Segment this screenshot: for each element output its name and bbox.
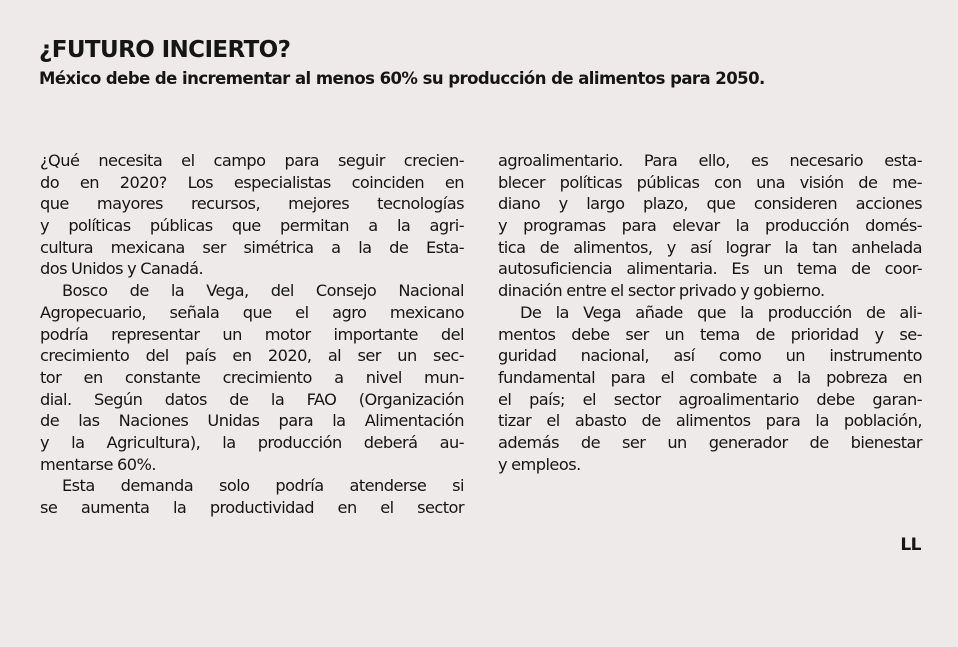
headline: ¿FUTURO INCIERTO?	[39, 37, 291, 63]
text-line: mentos debe ser un tema de prioridad y se-	[498, 324, 922, 344]
text-line: tizar el abasto de alimentos para la población,	[498, 411, 922, 431]
text-line: Bosco de la Vega, del Consejo Nacional	[62, 281, 464, 301]
text-line: y programas para elevar la producción domés-	[498, 216, 922, 236]
text-line: tica de alimentos, y así lograr la tan anhelada	[498, 237, 922, 257]
text-line: y la Agricultura), la producción deberá au-	[40, 432, 464, 452]
text-line: cultura mexicana ser simétrica a la de Esta-	[40, 237, 464, 257]
text-line: mentarse 60%.	[40, 454, 156, 474]
text-line: además de ser un generador de bienestar	[498, 432, 922, 452]
text-line: blecer políticas públicas con una visión de me-	[498, 172, 922, 192]
text-line: y políticas públicas que permitan a la agri-	[40, 216, 464, 236]
text-line: fundamental para el combate a la pobreza en	[498, 367, 922, 387]
article-column-right	[498, 150, 922, 475]
article-column-left	[40, 150, 464, 519]
text-line: dos Unidos y Canadá.	[40, 259, 204, 279]
text-line: el país; el sector agroalimentario debe garan-	[498, 389, 922, 409]
text-line: de las Naciones Unidas para la Alimentación	[40, 411, 464, 431]
text-line: Esta demanda solo podría atenderse si	[62, 476, 464, 496]
text-line: ¿Qué necesita el campo para seguir crecien-	[40, 151, 464, 170]
text-line: crecimiento del país en 2020, al ser un sec-	[40, 346, 464, 366]
text-line: tor en constante crecimiento a nivel mun-	[40, 367, 464, 387]
subheadline: México debe de incrementar al menos 60% su producción de alimentos para 2050.	[39, 69, 765, 88]
text-line: que mayores recursos, mejores tecnologías	[40, 194, 464, 214]
text-line: dinación entre el sector privado y gobierno.	[498, 281, 825, 301]
text-line: Agropecuario, señala que el agro mexicano	[40, 302, 464, 322]
text-line: De la Vega añade que la producción de ali-	[520, 302, 922, 322]
text-line: do en 2020? Los especialistas coinciden en	[40, 172, 464, 192]
text-line: diano y largo plazo, que consideren acciones	[498, 194, 922, 214]
author-initials: LL	[900, 535, 921, 555]
text-line: y empleos.	[498, 454, 581, 474]
text-line: podría representar un motor importante del	[40, 324, 464, 344]
text-line: guridad nacional, así como un instrumento	[498, 346, 922, 366]
text-line: autosuficiencia alimentaria. Es un tema de coor-	[498, 259, 922, 279]
text-line: se aumenta la productividad en el sector	[40, 498, 464, 517]
text-line: agroalimentario. Para ello, es necesario esta-	[498, 151, 922, 170]
text-line: dial. Según datos de la FAO (Organización	[40, 389, 464, 409]
